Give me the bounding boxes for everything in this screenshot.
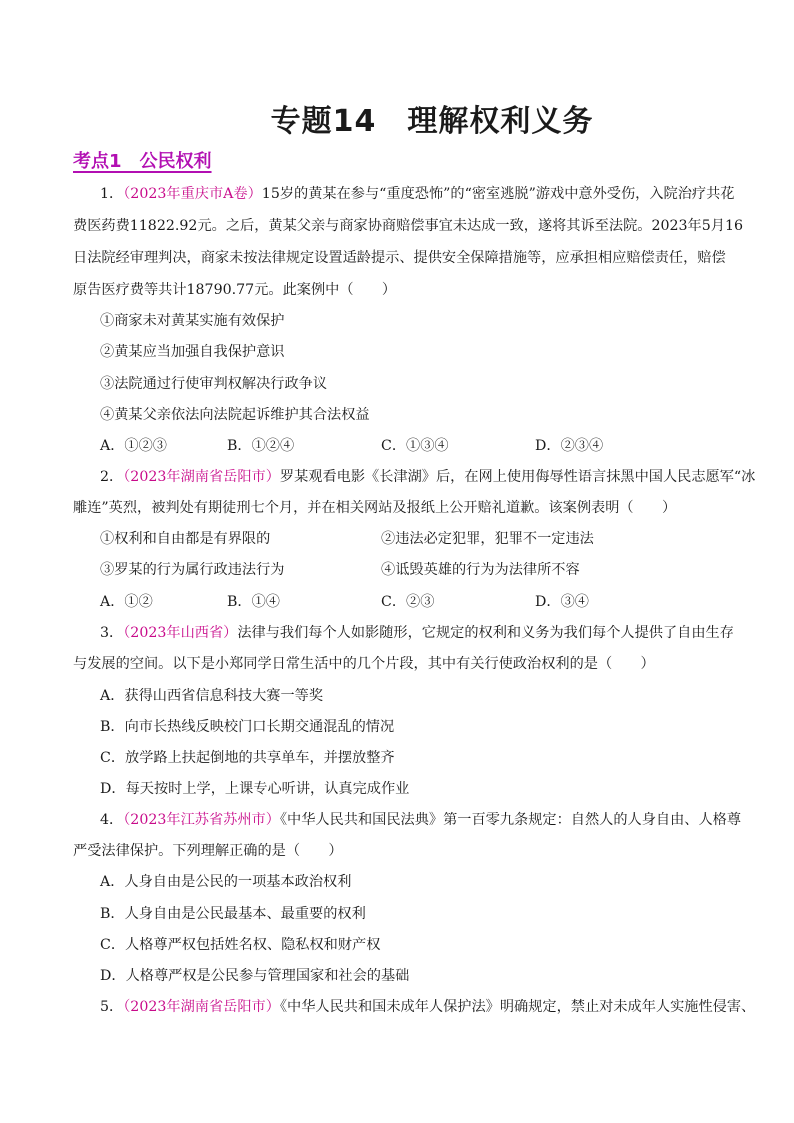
question-4-line-1: [100, 810, 750, 830]
question-text: 《中华人民共和国未成年人保护法》明确规定，禁止对未成年人实施性侵害、: [279, 999, 756, 1015]
question-number: 5．: [100, 999, 124, 1015]
option-a[interactable]: A．①②③: [100, 438, 167, 454]
statement-item: ①商家未对黄某实施有效保护: [100, 313, 285, 329]
option-c[interactable]: C．放学路上扶起倒地的共享单车，并摆放整齐: [100, 750, 395, 766]
option-a[interactable]: A．获得山西省信息科技大赛一等奖: [100, 688, 324, 704]
question-1-line-1: [100, 184, 750, 204]
option-b[interactable]: B．①②④: [227, 438, 295, 454]
question-2-options: [100, 592, 720, 612]
question-text: 《中华人民共和国民法典》第一百零九条规定：自然人的人身自由、人格尊: [279, 812, 742, 828]
question-source: （2023年山西省）: [123, 625, 238, 641]
statement-item: ④黄某父亲依法向法院起诉维护其合法权益: [100, 407, 370, 423]
question-number: 2．: [100, 469, 124, 485]
page-title: 专题14 理解权利义务: [270, 104, 594, 139]
question-source: （2023年江苏省苏州市）: [123, 812, 280, 828]
question-2-statements-row-2: [100, 560, 720, 580]
statement-item: ③法院通过行使审判权解决行政争议: [100, 376, 328, 392]
option-c[interactable]: C．②③: [381, 594, 435, 610]
statement-item: ④诋毁英雄的行为为法律所不容: [381, 562, 580, 578]
question-text: 罗某观看电影《长津湖》后，在网上使用侮辱性语言抹黑中国人民志愿军“冰: [279, 469, 756, 485]
question-1-line-3: 日法院经审理判决，商家未按法律规定设置适龄提示、提供安全保障措施等，应承担相应赔偿责任，赔偿: [73, 250, 726, 266]
question-3-line-1: [100, 623, 750, 643]
section-heading: 考点1 公民权利: [73, 151, 212, 172]
statement-item: ③罗某的行为属行政违法行为: [100, 562, 285, 578]
option-d[interactable]: D．②③④: [535, 438, 604, 454]
question-source: （2023年湖南省岳阳市）: [123, 999, 280, 1015]
question-5-line-1: [100, 997, 756, 1017]
question-4-line-2: 严受法律保护。下列理解正确的是（ ）: [73, 843, 343, 859]
question-text: 15岁的黄某在参与“重度恐怖”的“密室逃脱”游戏中意外受伤，入院治疗共花: [261, 186, 735, 202]
question-3-line-2: 与发展的空间。以下是小郑同学日常生活中的几个片段，其中有关行使政治权利的是（ ）: [73, 656, 655, 672]
statement-item: ②违法必定犯罪，犯罪不一定违法: [381, 531, 594, 547]
question-number: 4．: [100, 812, 124, 828]
question-number: 3．: [100, 625, 124, 641]
option-b[interactable]: B．①④: [227, 594, 280, 610]
question-source: （2023年重庆市A卷）: [123, 186, 262, 202]
option-d[interactable]: D．人格尊严权是公民参与管理国家和社会的基础: [100, 968, 410, 984]
question-number: 1．: [100, 186, 124, 202]
statement-item: ①权利和自由都是有界限的: [100, 531, 271, 547]
option-d[interactable]: D．③④: [535, 594, 589, 610]
option-b[interactable]: B．人身自由是公民最基本、最重要的权利: [100, 906, 366, 922]
question-1-line-4: 原告医疗费等共计18790.77元。此案例中（ ）: [73, 282, 397, 298]
option-d[interactable]: D．每天按时上学，上课专心听讲，认真完成作业: [100, 781, 410, 797]
question-2-line-2: 雕连”英烈，被判处有期徒刑七个月，并在相关网站及报纸上公开赔礼道歉。该案例表明（ ）: [73, 500, 677, 516]
option-a[interactable]: A．人身自由是公民的一项基本政治权利: [100, 874, 352, 890]
option-b[interactable]: B．向市长热线反映校门口长期交通混乱的情况: [100, 719, 395, 735]
question-1-options: [100, 436, 720, 456]
option-c[interactable]: C．人格尊严权包括姓名权、隐私权和财产权: [100, 937, 381, 953]
question-source: （2023年湖南省岳阳市）: [123, 469, 280, 485]
question-2-line-1: [100, 467, 756, 487]
question-1-line-2: 费医药费11822.92元。之后，黄某父亲与商家协商赔偿事宜未达成一致，遂将其诉至法院。2023年5月16: [73, 218, 744, 234]
question-text: 法律与我们每个人如影随形，它规定的权利和义务为我们每个人提供了自由生存: [237, 625, 734, 641]
option-c[interactable]: C．①③④: [381, 438, 449, 454]
question-2-statements-row-1: [100, 529, 720, 549]
option-a[interactable]: A．①②: [100, 594, 153, 610]
statement-item: ②黄某应当加强自我保护意识: [100, 344, 285, 360]
